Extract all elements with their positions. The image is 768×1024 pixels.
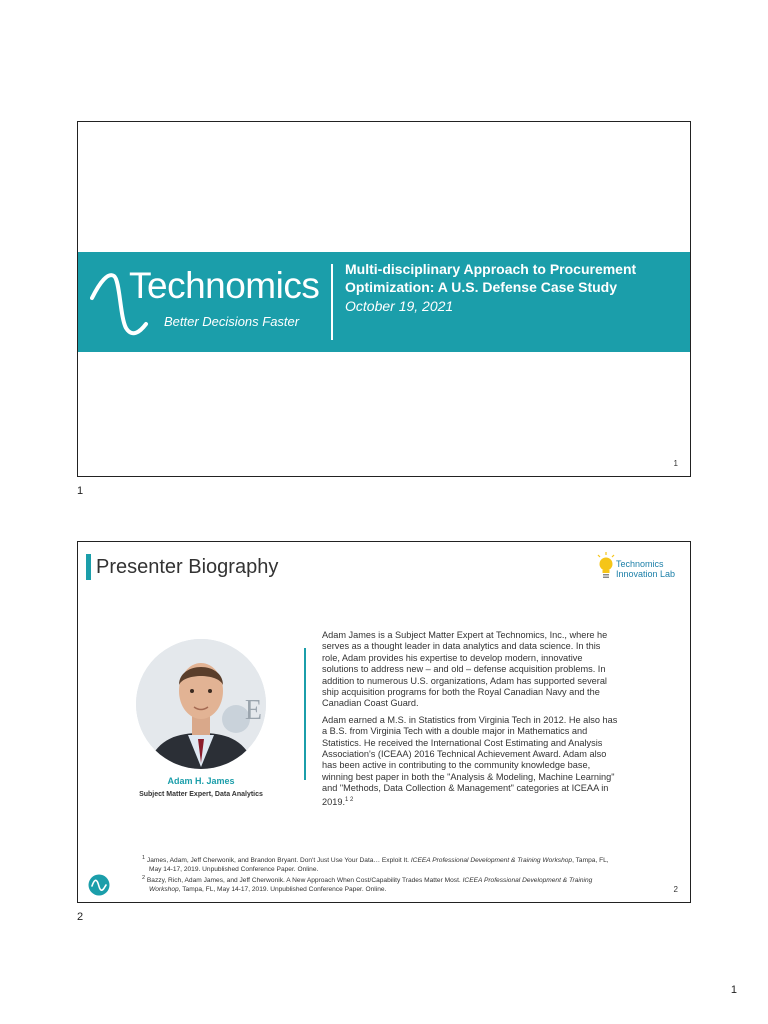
slide-number: 1 xyxy=(673,459,678,468)
slide-label-1: 1 xyxy=(77,485,84,497)
slide-label-2: 2 xyxy=(77,911,84,923)
biography-text xyxy=(322,630,620,813)
innovation-lab-logo xyxy=(596,550,684,586)
footnote-2-text: Bazzy, Rich, Adam James, and Jeff Cherwonik. A New Approach When Cost/Capability Trades Matter Most. xyxy=(146,877,461,885)
slide-title: Presenter Biography xyxy=(96,556,279,578)
lab-logo-line1: Technomics xyxy=(616,559,664,569)
photo-background-letter: E xyxy=(244,695,262,726)
lab-logo-text xyxy=(616,559,675,579)
title-accent-bar xyxy=(86,554,91,580)
lab-logo-line2: Innovation Lab xyxy=(616,569,676,579)
bio-paragraph-2 xyxy=(322,715,620,808)
page-number: 1 xyxy=(730,984,737,996)
bio-paragraph-1: Adam James is a Subject Matter Expert at Technomics, Inc., where he serves as a thought leader in data analytics and data science. In this role, Adam provides his expertise to develop modern, innovative solutions to address new – and old – defense acquisition problems. In addition to numerous U.S. organizations, Adam has supported several ship acquisition programs for both the Royal Canadian Navy and the Canadian Coast Guard. xyxy=(322,630,608,709)
slide-number: 2 xyxy=(673,885,678,894)
bio-paragraph-2-text: Adam earned a M.S. in Statistics from Virginia Tech in 2012. He also has a B.S. from Virginia Tech with a double major in Mathematics and Statistics. He received the International Cost Estimating and Analysis Association's (ICEAA) 2016 Technical Achievement Award. Adam also has been active in contributing to the community knowledge base, winning best paper in both the "Analysis & Modeling, Machine Learning" and "Methods, Data Collection & Management" categories at ICEAA in 2019. xyxy=(322,714,618,807)
footnote-1-rest: , Tampa, FL, May 14-17, 2019. Unpublished Conference Paper. Online. xyxy=(149,857,609,874)
logo-tagline: Better Decisions Faster xyxy=(164,314,300,329)
footnotes xyxy=(142,854,622,894)
title-banner xyxy=(78,252,690,352)
footnote-2 xyxy=(142,874,622,894)
technomics-logo xyxy=(90,262,330,342)
lightbulb-icon xyxy=(596,552,616,582)
footnote-2-mark: 2 xyxy=(142,875,146,882)
footnote-1 xyxy=(142,854,622,874)
bio-accent-bar xyxy=(304,648,306,780)
citation-superscript: 1 2 xyxy=(345,796,354,803)
title-slide xyxy=(77,121,691,477)
logo-wordmark: Technomics xyxy=(129,265,320,306)
banner-divider xyxy=(331,264,333,340)
technomics-small-logo-icon xyxy=(88,874,110,896)
biography-slide xyxy=(77,541,691,903)
footnote-1-mark: 1 xyxy=(142,855,146,861)
footnote-2-venue: ICEEA Professional Development & Training Workshop xyxy=(149,877,593,894)
presenter-photo xyxy=(136,639,266,769)
footnote-1-text: James, Adam, Jeff Cherwonik, and Brandon Bryant. Don't Just Use Your Data… Exploit It. xyxy=(146,857,409,865)
presentation-title: Multi-disciplinary Approach to Procurement Optimization: A U.S. Defense Case Study xyxy=(345,261,637,295)
presentation-date: October 19, 2021 xyxy=(345,298,454,314)
presenter-name: Adam H. James xyxy=(167,776,235,786)
footnote-1-venue: ICEEA Professional Development & Training Workshop xyxy=(410,857,573,865)
footnote-2-rest: , Tampa, FL, May 14-17, 2019. Unpublished Conference Paper. Online. xyxy=(178,886,387,894)
presenter-role: Subject Matter Expert, Data Analytics xyxy=(139,791,263,798)
